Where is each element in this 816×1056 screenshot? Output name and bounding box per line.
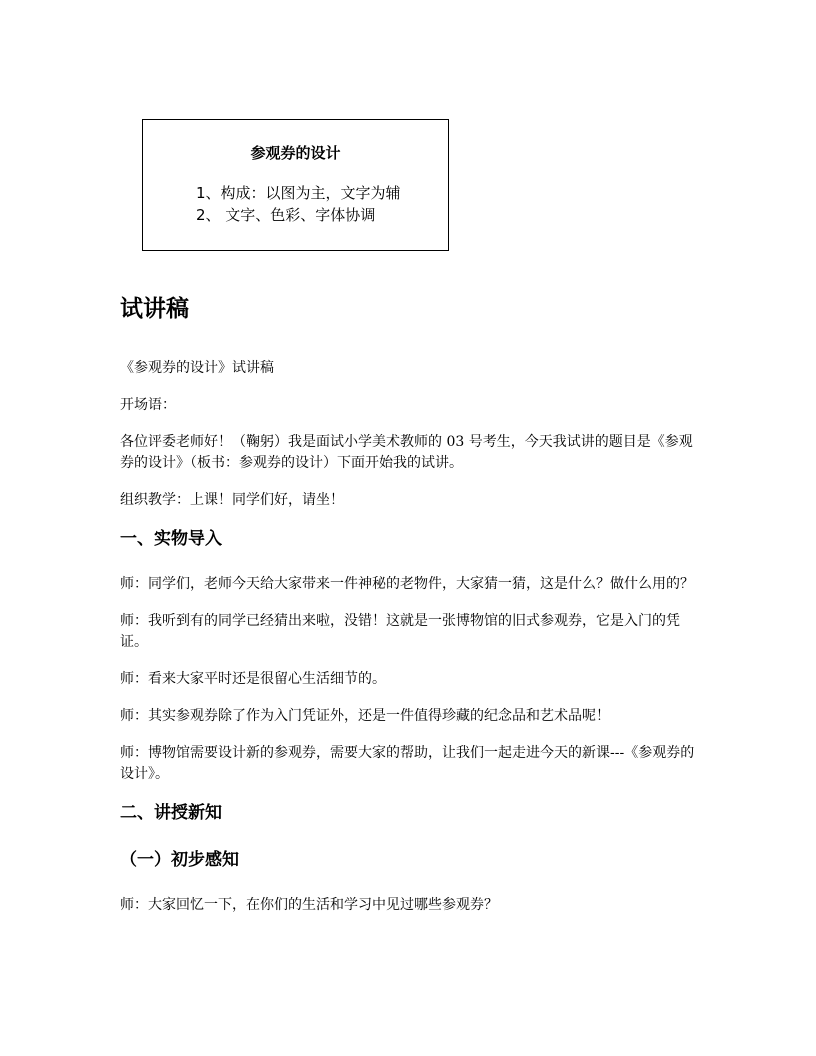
board-item-1: 1、构成：以图为主，文字为辅 [196, 184, 401, 202]
section-2-heading: 二、讲授新知 [120, 803, 222, 823]
section-2-subheading: （一）初步感知 [120, 850, 239, 870]
opening-label: 开场语： [120, 397, 176, 413]
document-subtitle: 《参观券的设计》试讲稿 [120, 360, 274, 376]
board-title: 参观券的设计 [250, 144, 341, 162]
organize-paragraph: 组织教学：上课！同学们好，请坐！ [120, 492, 344, 508]
document-body [120, 292, 700, 932]
section-2-paragraph: 师：大家回忆一下，在你们的生活和学习中见过哪些参观券？ [120, 897, 498, 913]
blackboard-notes-box [142, 119, 449, 251]
section-1-paragraph: 师：我听到有的同学已经猜出来啦，没错！这就是一张博物馆的旧式参观券，它是入门的凭证。 [120, 613, 680, 650]
section-1-paragraph: 师：同学们，老师今天给大家带来一件神秘的老物件，大家猜一猜，这是什么？做什么用的？ [120, 576, 694, 592]
document-title: 试讲稿 [120, 296, 189, 322]
intro-paragraph: 各位评委老师好！（鞠躬）我是面试小学美术教师的 03 号考生，今天我试讲的题目是《参观券的设计》（板书：参观券的设计）下面开始我的试讲。 [120, 434, 693, 471]
section-1-paragraph: 师：博物馆需要设计新的参观券，需要大家的帮助，让我们一起走进今天的新课---《参观券的设计》。 [120, 745, 695, 782]
section-1-heading: 一、实物导入 [120, 529, 222, 549]
section-1-paragraph: 师：其实参观券除了作为入门凭证外，还是一件值得珍藏的纪念品和艺术品呢！ [120, 708, 610, 724]
board-item-2: 2、 文字、色彩、字体协调 [196, 206, 376, 224]
section-1-paragraph: 师：看来大家平时还是很留心生活细节的。 [120, 671, 386, 687]
